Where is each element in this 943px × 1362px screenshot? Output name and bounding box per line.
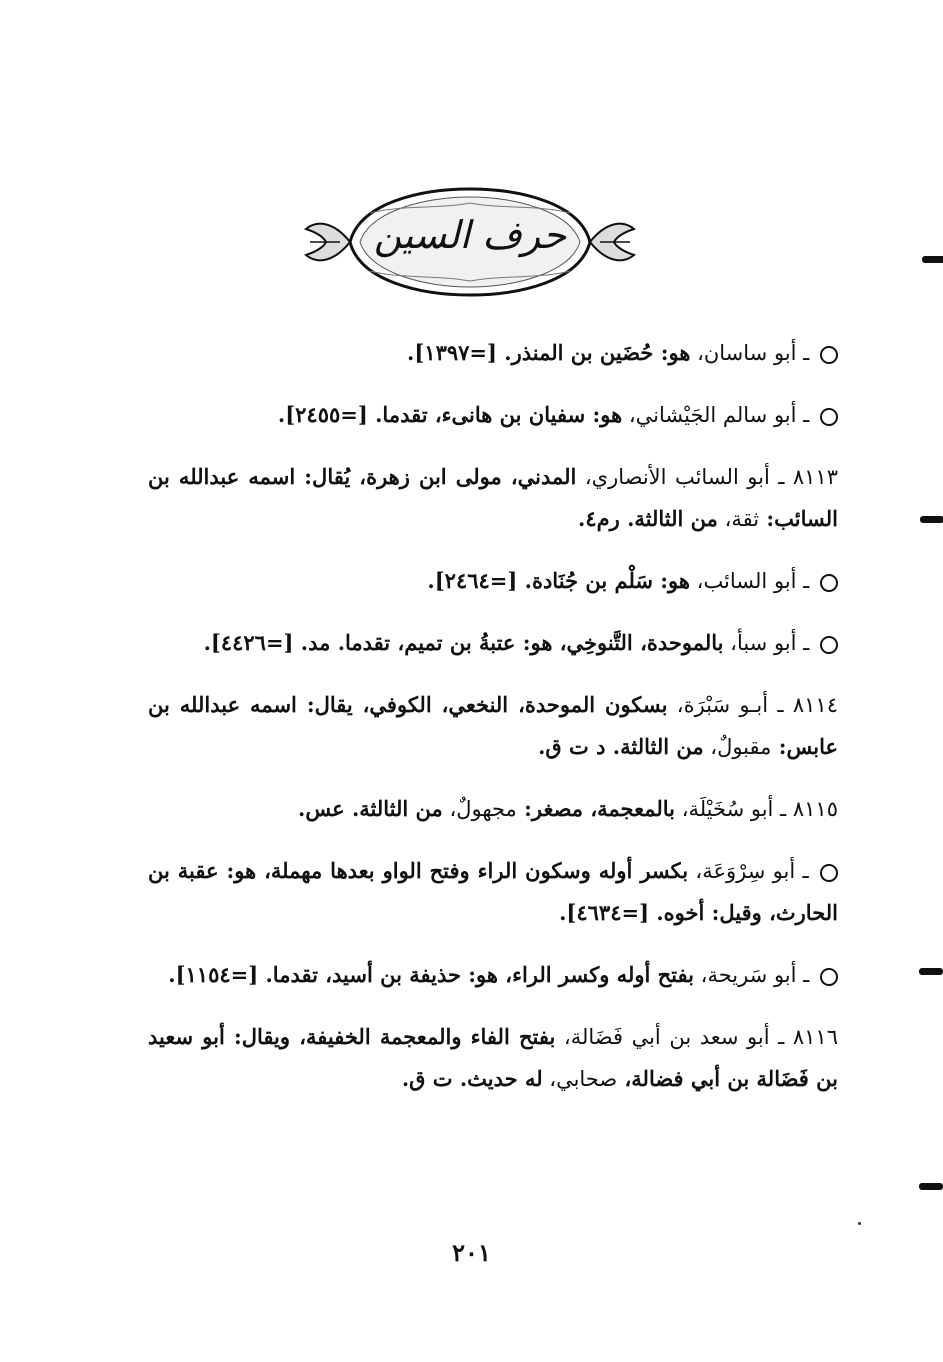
entry-text: ـ أبو ساسان، (690, 341, 810, 365)
list-item (148, 850, 838, 934)
entry-text: ـ أبو سالم الجَيْشاني، (622, 403, 810, 427)
list-item (148, 456, 838, 540)
circle-marker-icon (820, 968, 838, 986)
list-item (148, 560, 838, 602)
list-item (148, 1016, 838, 1100)
list-item (148, 954, 838, 996)
entry-text-bold: هو: حُضَين بن المنذر. [=١٣٩٧]. (407, 340, 691, 365)
entry-text-bold: له حديث. ت ق. (401, 1066, 543, 1091)
circle-marker-icon (820, 346, 838, 364)
entry-text-bold: المدني، مولى ابن زهرة، يُقال: اسمه عبدالله بن السائب: (148, 464, 838, 531)
list-item (148, 394, 838, 436)
entry-grade: صحابي، (542, 1067, 618, 1091)
entry-text-bold: بفتح الفاء والمعجمة الخفيفة، ويقال: أبو سعيد بن فَضَالة بن أبي فضالة، (148, 1024, 838, 1091)
edge-mark (919, 1183, 943, 1190)
entry-text-bold: بالمعجمة، مصغر: (516, 796, 676, 821)
edge-mark (920, 516, 943, 523)
entry-text-bold: من الثالثة. رم٤. (578, 506, 718, 531)
entry-text-bold: من الثالثة. عس. (298, 796, 443, 821)
circle-marker-icon (820, 408, 838, 426)
entry-text-bold: هو: سفيان بن هانىء، تقدما. [=٢٤٥٥]. (277, 402, 623, 427)
edge-mark (922, 256, 943, 263)
entry-text: ٨١١٦ ـ أبو سعد بن أبي فَضَالة، (555, 1025, 838, 1049)
entry-text: ـ أبو السائب، (689, 569, 810, 593)
entry-text: ٨١١٤ ـ أبـو سَبْرَة، (667, 693, 838, 717)
circle-marker-icon (820, 636, 838, 654)
entry-grade: ثقة، (717, 507, 760, 531)
list-item (148, 332, 838, 374)
entry-text: ـ أبو سَريحة، (693, 963, 810, 987)
circle-marker-icon (820, 574, 838, 592)
chapter-title: حرف السين (373, 213, 567, 257)
edge-mark (919, 968, 943, 975)
entry-text-bold: بالموحدة، التَّنوخِي، هو: عتبةُ بن تميم، تقدما. مد. [=٤٤٢٦]. (203, 630, 724, 655)
entry-grade: مقبولٌ، (703, 735, 772, 759)
entry-grade: مجهولٌ، (442, 797, 517, 821)
circle-marker-icon (820, 864, 838, 882)
list-item (148, 788, 838, 830)
entry-text-bold: بسكون الموحدة، النخعي، الكوفي، يقال: اسمه عبدالله بن عابس: (148, 692, 838, 759)
entry-text-bold: بكسر أوله وسكون الراء وفتح الواو بعدها مهملة، هو: عقبة بن الحارث، وقيل: أخوه. [=٤٦٣٤]. (148, 858, 838, 925)
entry-text: ـ أبو سِرْوَعَة، (688, 859, 809, 883)
entry-text-bold: بفتح أوله وكسر الراء، هو: حذيفة بن أسيد، تقدما. [=١١٥٤]. (168, 962, 694, 987)
entry-text: ٨١١٥ ـ أبو سُخَيْلَة، (675, 797, 838, 821)
entry-text-bold: هو: سَلْم بن جُنَادة. [=٢٤٦٤]. (427, 568, 690, 593)
list-item (148, 684, 838, 768)
chapter-header-ornament (300, 183, 640, 301)
entry-text: ـ أبو سبأ، (723, 631, 810, 655)
entry-text: ٨١١٣ ـ أبو السائب الأنصاري، (576, 465, 838, 489)
entries-list (148, 332, 838, 1120)
page-number: ٢٠١ (452, 1238, 491, 1267)
entry-text-bold: من الثالثة. د ت ق. (538, 734, 704, 759)
corner-dot (858, 1222, 861, 1225)
list-item (148, 622, 838, 664)
